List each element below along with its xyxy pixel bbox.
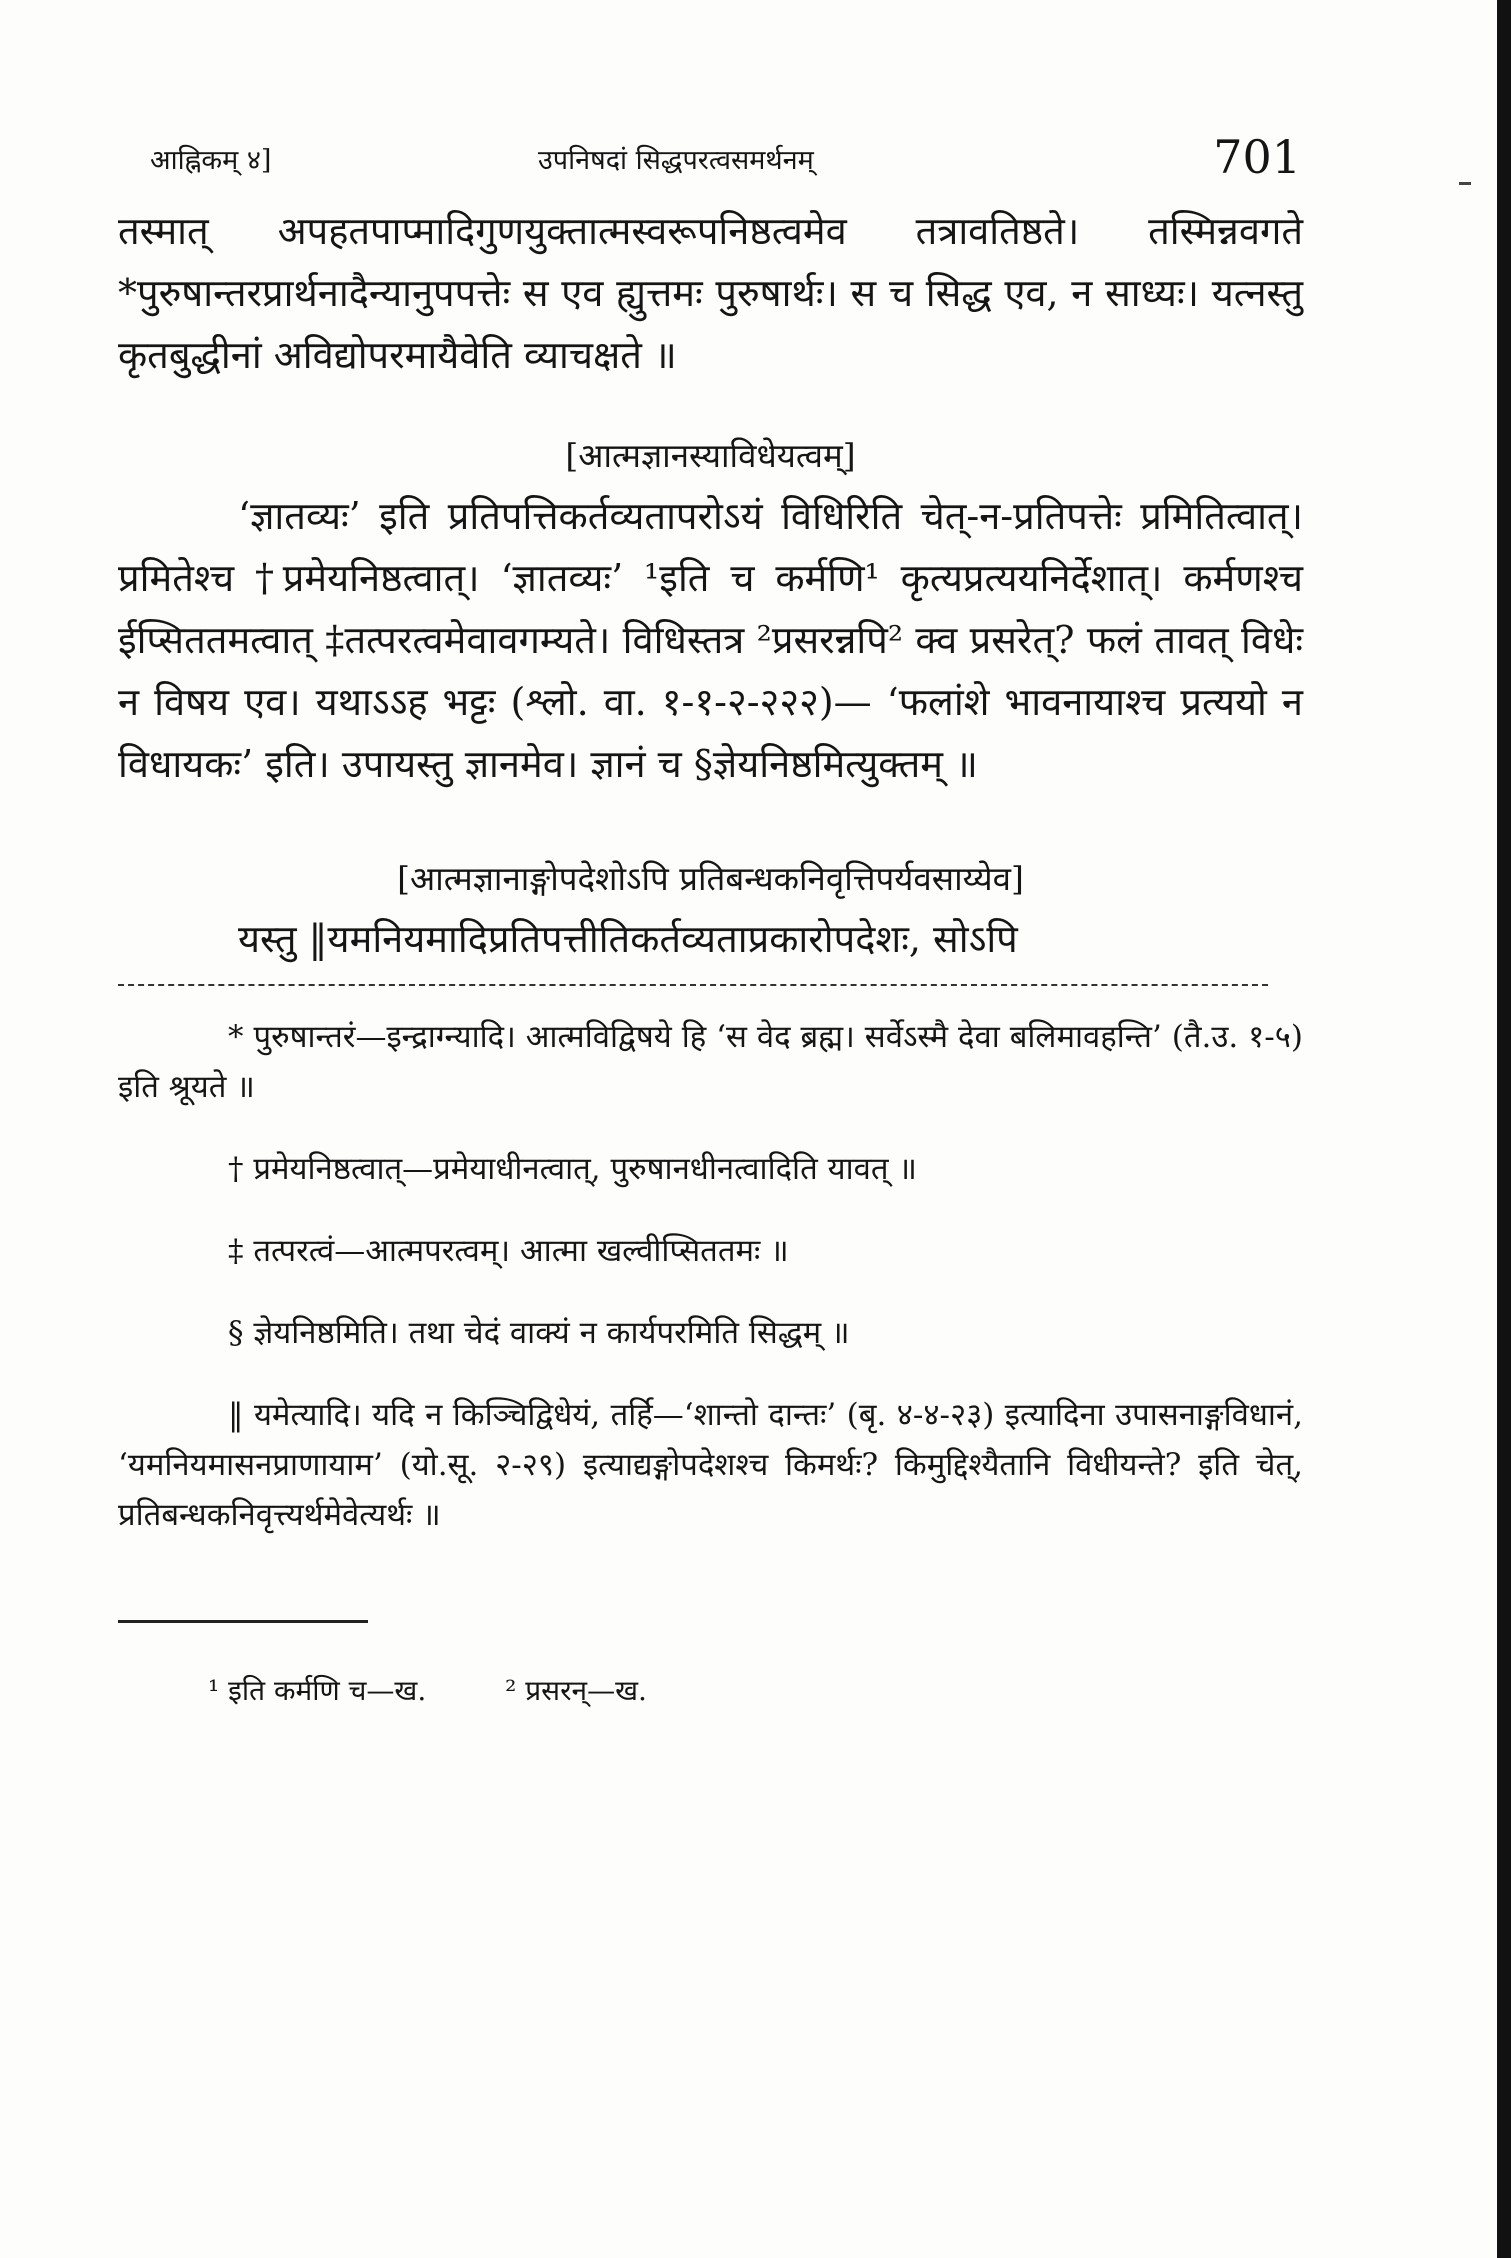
margin-mark: [1459, 182, 1471, 185]
running-header: [118, 130, 1303, 200]
notes-divider: [118, 984, 1268, 992]
section-heading-1: [आत्मज्ञानस्याविधेयत्वम्]: [565, 436, 856, 475]
header-title: उपनिषदां सिद्धपरत्वसमर्थनम्: [538, 145, 814, 176]
footnote-1: ¹ इति कर्मणि च—ख.: [208, 1674, 427, 1707]
header-chapter: आह्निकम् ४]: [150, 145, 272, 176]
note-3: ‡ तत्परत्वं—आत्मपरत्वम्। आत्मा खल्वीप्सिततमः ॥: [228, 1233, 789, 1269]
section-heading-2: [आत्मज्ञानाङ्गोपदेशोऽपि प्रतिबन्धकनिवृत्तिपर्यवसाय्येव]: [397, 859, 1024, 898]
footnotes: [118, 1671, 1303, 1709]
page-number: 701: [1213, 130, 1301, 184]
footnote-2: ² प्रसरन्—ख.: [505, 1674, 647, 1707]
footnote-rule: [118, 1620, 368, 1623]
note-5: ‖ यमेत्यादि। यदि न किञ्चिद्विधेयं, तर्हि—‘शान्तो दान्तः’ (बृ. ४-४-२३) इत्यादिना उपासनाङ्गविधानं, ‘यमनियमासनप्राणायाम’ (यो.सू. २-२९) इत्याद्यङ्गोपदेशश्च किमर्थः? किमुद्दिश्यैतानि विधीयन्ते? इति चेत्, प्रतिबन्धकनिवृत्त्यर्थमेवेत्यर्थः ॥: [118, 1397, 1303, 1533]
page-content: [118, 130, 1303, 1709]
note-2: † प्रमेयनिष्ठत्वात्—प्रमेयाधीनत्वात्, पुरुषानधीनत्वादिति यावत् ॥: [228, 1151, 917, 1187]
paragraph-3: यस्तु ‖यमनियमादिप्रतिपत्तीतिकर्तव्यताप्रकारोपदेशः, सोऽपि: [238, 917, 1018, 961]
note-1: * पुरुषान्तरं—इन्द्राग्न्यादि। आत्मविद्विषये हि ‘स वेद ब्रह्म। सर्वेऽस्मै देवा बलिमावहन्ति’ (तै.उ. १-५) इति श्रूयते ॥: [118, 1019, 1303, 1105]
paragraph-1: तस्मात् अपहतपाप्मादिगुणयुक्तात्मस्वरूपनिष्ठत्वमेव तत्रावतिष्ठते। तस्मिन्नवगते *पुरुषान्तरप्रार्थनादैन्यानुपपत्तेः स एव ह्युत्तमः पुरुषार्थः। स च सिद्ध एव, न साध्यः। यत्नस्तु कृतबुद्धीनां अविद्योपरमायैवेति व्याचक्षते ॥: [118, 209, 1303, 377]
paragraph-2: ‘ज्ञातव्यः’ इति प्रतिपत्तिकर्तव्यतापरोऽयं विधिरिति चेत्-न-प्रतिपत्तेः प्रमितित्वात्। प्रमितेश्च †प्रमेयनिष्ठत्वात्। ‘ज्ञातव्यः’ ¹इति च कर्मणि¹ कृत्यप्रत्ययनिर्देशात्। कर्मणश्च ईप्सिततमत्वात् ‡तत्परत्वमेवावगम्यते। विधिस्तत्र ²प्रसरन्नपि² क्व प्रसरेत्? फलं तावत् विधेः न विषय एव। यथाऽऽह भट्टः (श्लो. वा. १-१-२-२२२)— ‘फलांशे भावनायाश्च प्रत्ययो न विधायकः’ इति। उपायस्तु ज्ञानमेव। ज्ञानं च §ज्ञेयनिष्ठमित्युक्तम् ॥: [118, 494, 1303, 786]
note-4: § ज्ञेयनिष्ठमिति। तथा चेदं वाक्यं न कार्यपरमिति सिद्धम् ॥: [228, 1315, 850, 1351]
scan-edge: [1497, 0, 1511, 2258]
